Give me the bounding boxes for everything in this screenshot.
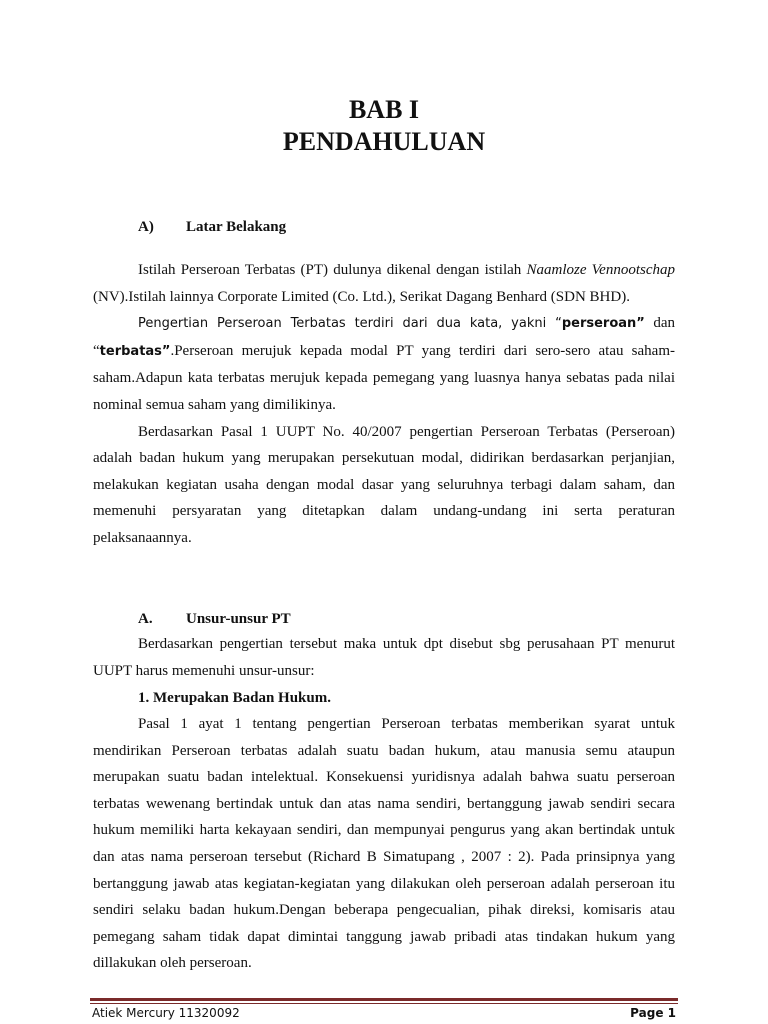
subheading-badan-hukum: 1. Merupakan Badan Hukum. — [138, 690, 331, 706]
footer-rule-thin — [90, 1003, 678, 1004]
section-marker: A) — [138, 219, 154, 235]
footer-page-number: Page 1 — [630, 1006, 676, 1020]
chapter-number: BAB I — [348, 95, 420, 124]
paragraph-text: .Perseroan merujuk kepada modal PT yang terdiri dari sero-sero atau saham-saham.Adapun kata terbatas merujuk kepada pemegang yang luasnya hanya sebatas pada nilai nominal semua saham yang dimilikinya. — [93, 342, 675, 413]
paragraph-text: (NV).Istilah lainnya Corporate Limited (Co. Ltd.), Serikat Dagang Benhard (SDN BHD). — [93, 288, 630, 305]
section-marker: A. — [138, 611, 153, 627]
unsur-intro-body — [93, 631, 675, 684]
paragraph-pengertian — [93, 310, 675, 418]
paragraph-text: dan “ — [93, 315, 675, 359]
paragraph-text: Pengertian Perseroan Terbatas terdiri dari dua kata, yakni “ — [138, 316, 562, 332]
bold-term: perseroan” — [561, 316, 645, 332]
footer-author: Atiek Mercury 11320092 — [92, 1006, 240, 1020]
badan-hukum-body — [93, 711, 675, 977]
paragraph-text: Istilah Perseroan Terbatas (PT) dulunya dikenal dengan istilah — [138, 262, 527, 278]
latar-belakang-body — [93, 257, 675, 552]
bold-term: terbatas” — [99, 343, 171, 359]
paragraph-berdasarkan-pasal: Berdasarkan Pasal 1 UUPT No. 40/2007 pengertian Perseroan Terbatas (Perseroan) adalah badan hukum yang merupakan persekutuan modal, didirikan berdasarkan perjanjian, melakukan kegiatan usaha dengan modal dasar yang seluruhnya terbagi dalam saham, dan memenuhi persyaratan yang ditetapkan dalam undang-undang ini serta peraturan pelaksanaannya. — [93, 423, 675, 546]
paragraph-pasal-1: Pasal 1 ayat 1 tentang pengertian Perseroan terbatas memberikan syarat untuk mendirikan Perseroan terbatas adalah suatu badan hukum, atau manusia semu ataupun merupakan suatu badan intelektual. Konsekuensi yuridisnya adalah bahwa suatu perseroan terbatas wewenang bertindak untuk dan atas nama sendiri, bertanggung jawab sendiri secara hukum memiliki harta kekayaan sendiri, dan mempunyai pengurus yang akan bertindak untuk dan atas nama perseroan tersebut (Richard B Simatupang , 2007 : 2). Pada prinsipnya yang bertanggung jawab atas kegiatan-kegiatan yang dilakukan oleh perseroan adalah perseroan itu sendiri selaku badan hukum.Dengan beberapa pengecualian, pihak direksi, komisaris atau pemegang saham tidak dapat dimintai tanggung jawab pribadi atas tindakan hukum yang dillakukan oleh perseroan. — [93, 716, 675, 972]
italic-term: Naamloze Vennootschap — [526, 262, 676, 278]
chapter-title: PENDAHULUAN — [282, 127, 486, 156]
section-title: Latar Belakang — [186, 219, 287, 235]
footer-rule — [90, 998, 678, 1001]
paragraph-istilah — [93, 257, 675, 310]
paragraph-berdasarkan-pengertian: Berdasarkan pengertian tersebut maka untuk dpt disebut sbg perusahaan PT menurut UUPT harus memenuhi unsur-unsur: — [93, 636, 675, 679]
section-title: Unsur-unsur PT — [186, 611, 291, 627]
